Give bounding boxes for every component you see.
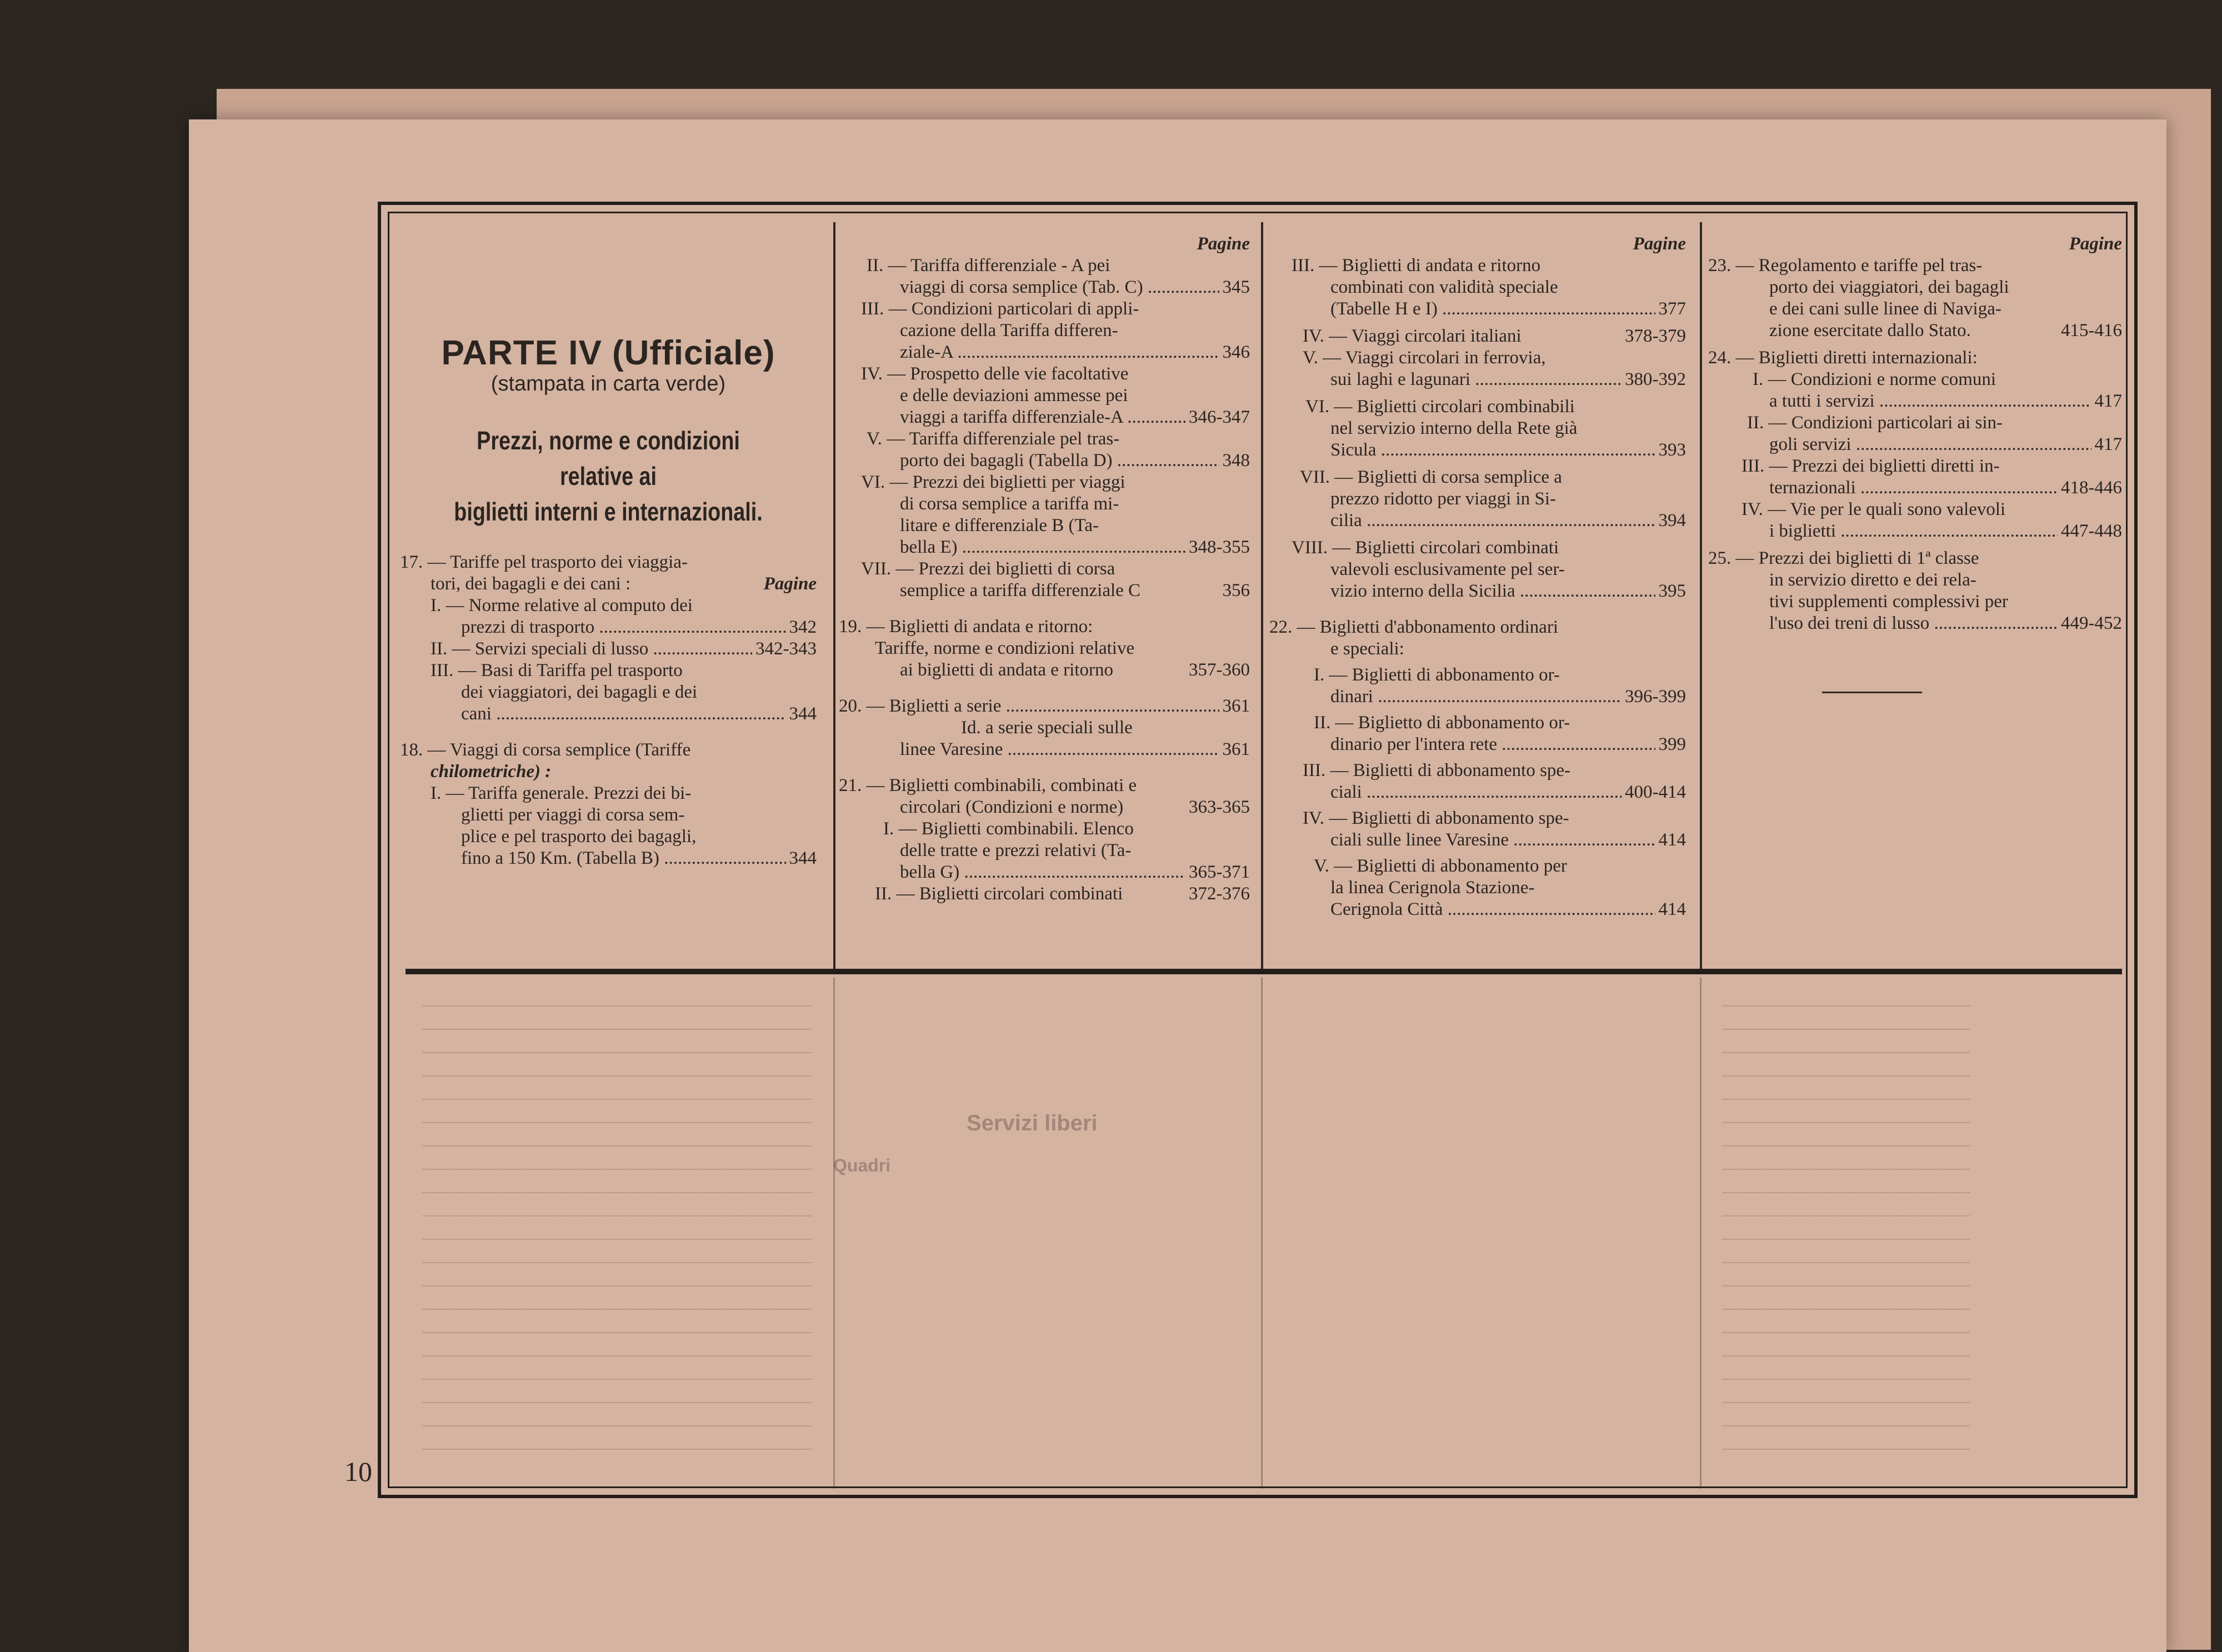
toc-entry: linee Varesine ..... 361	[839, 739, 1250, 760]
toc-subentry: porto dei bagagli (Tabella D) ..... 348	[839, 450, 1250, 472]
toc-entry: 22. — Biglietti d'abbonamento ordinari	[1269, 617, 1559, 637]
toc-subentry: III. — Condizioni particolari di appli-	[861, 299, 1139, 319]
bleed-through-block: ───────────────────────────────── ───────────────────────────────── ───────────────────────────────── ───────────────────────────────── ───────────────────────────────── ───────────────────────────────── ───────────────────────────────── ───────────────────────────────── ───────────────────────────────── ───────────────────────────────── ───────────────────────────────── ───────────────────────────────── ───────────────────────────────── ───────────────────────────────── ───────────────────────────────── ───────────────────────────────── ───────────────────────────────── ───────────────────────────────── ───────────────────────────────── ─────────────────────────────────	[422, 997, 812, 1458]
column-2	[839, 233, 1250, 905]
toc-subentry: dinari ..... 396-399	[1269, 686, 1686, 708]
toc-entry: porto dei viaggiatori, dei bagagli	[1769, 277, 2009, 297]
toc-subentry: ternazionali ..... 418-446	[1708, 477, 2122, 499]
toc-subentry: sui laghi e lagunari ..... 380-392	[1269, 369, 1686, 391]
toc-subentry: fino a 150 Km. (Tabella B) ..... 344	[400, 848, 817, 869]
toc-subentry: VII. — Prezzi dei biglietti di corsa	[861, 559, 1115, 579]
part-heading-line-1: Prezzi, norme e condizioni relative ai	[477, 426, 740, 490]
toc-entry: tivi supplementi complessivi per	[1769, 592, 2008, 612]
toc-subentry: cani ..... 344	[400, 703, 817, 725]
toc-entry: zione esercitate dallo Stato. 415-416	[1769, 321, 2122, 341]
toc-subentry: e delle deviazioni ammesse pei	[900, 386, 1128, 406]
toc-entry: ai biglietti di andata e ritorno 357-360	[900, 660, 1250, 680]
toc-subentry: cilia ..... 394	[1269, 510, 1686, 532]
toc-subentry: VI. — Biglietti circolari combinabili	[1305, 397, 1575, 417]
toc-subentry: di corsa semplice a tariffa mi-	[900, 494, 1119, 514]
toc-subentry: II. — Condizioni particolari ai sin-	[1747, 413, 2003, 433]
toc-subentry: IV. — Vie per le quali sono valevoli	[1741, 499, 2006, 519]
toc-subentry: plice e pel trasporto dei bagagli,	[461, 827, 697, 847]
toc-subentry: nel servizio interno della Rete già	[1330, 418, 1578, 438]
bleed-through-block: ───────────────────── ───────────────────── ───────────────────── ───────────────────── ───────────────────── ───────────────────── ───────────────────── ───────────────────── ───────────────────── ───────────────────── ───────────────────── ───────────────────── ───────────────────── ───────────────────── ───────────────────── ───────────────────── ───────────────────── ───────────────────── ───────────────────── ─────────────────────	[1722, 997, 1970, 1458]
toc-entry: 20. — Biglietti a serie ..... 361	[839, 695, 1250, 717]
faint-divider	[1700, 978, 1701, 1489]
toc-subentry: delle tratte e prezzi relativi (Ta-	[900, 840, 1132, 860]
faint-divider	[1261, 978, 1263, 1489]
toc-subentry: i biglietti ..... 447-448	[1708, 520, 2122, 542]
toc-subentry: a tutti i servizi ..... 417	[1708, 391, 2122, 412]
toc-subentry: ziale-A ..... 346	[839, 342, 1250, 363]
part-title: PARTE IV (Ufficiale)	[441, 334, 775, 372]
pagine-label: Pagine	[2069, 234, 2122, 254]
toc-entry: 21. — Biglietti combinabili, combinati e	[839, 775, 1137, 795]
toc-entry: 24. — Biglietti diretti internazionali:	[1708, 348, 1978, 368]
column-4	[1708, 233, 2122, 634]
pagine-label: Pagine	[1633, 234, 1686, 254]
toc-subentry: ciali ..... 400-414	[1269, 782, 1686, 803]
faint-divider	[833, 978, 835, 1489]
toc-subentry: goli servizi ..... 417	[1708, 434, 2122, 455]
toc-subentry: I. — Condizioni e norme comuni	[1753, 369, 1996, 389]
toc-subentry: dinario per l'intera rete ..... 399	[1269, 734, 1686, 755]
toc-subentry: V. — Viaggi circolari in ferrovia,	[1303, 348, 1546, 368]
toc-subentry: bella E) ..... 348-355	[839, 537, 1250, 558]
part-heading-line-2: biglietti interni e internazionali.	[454, 497, 763, 526]
toc-subentry: IV. — Viaggi circolari italiani 378-379	[1303, 326, 1686, 346]
toc-entry: 25. — Prezzi dei biglietti di 1ª classe	[1708, 548, 1979, 568]
toc-subentry: glietti per viaggi di corsa sem-	[461, 805, 685, 825]
toc-subentry: cazione della Tariffa differen-	[900, 321, 1118, 341]
toc-entry: e dei cani sulle linee di Naviga-	[1769, 299, 2001, 319]
column-divider	[1700, 222, 1702, 969]
column-3	[1269, 233, 1686, 920]
toc-subentry: V. — Tariffa differenziale pel tras-	[867, 429, 1120, 449]
bleed-through-label: Quadri	[833, 1155, 891, 1175]
toc-subentry: II. — Biglietti circolari combinati 372-376	[875, 884, 1250, 904]
toc-subentry: IV. — Biglietti di abbonamento spe-	[1303, 808, 1569, 828]
pagine-label: Pagine	[1197, 234, 1250, 254]
toc-entry: chilometriche) :	[431, 762, 552, 782]
horizontal-rule	[406, 969, 2122, 974]
toc-subentry: prezzi di trasporto ..... 342	[400, 617, 817, 638]
toc-subentry: semplice a tariffa differenziale C 356	[900, 580, 1250, 600]
toc-subentry: ciali sulle linee Varesine ..... 414	[1269, 829, 1686, 851]
column-divider	[833, 222, 835, 969]
page-number: 10	[344, 1456, 372, 1487]
toc-subentry: I. — Tariffa generale. Prezzi dei bi-	[431, 783, 692, 803]
part-subtitle: (stampata in carta verde)	[491, 372, 726, 396]
toc-subentry: I. — Norme relative al computo dei	[431, 595, 693, 615]
toc-subentry: III. — Prezzi dei biglietti diretti in-	[1741, 456, 2000, 476]
toc-subentry: III. — Biglietti di abbonamento spe-	[1303, 760, 1571, 780]
pagine-label: Pagine	[763, 574, 817, 594]
toc-subentry: la linea Cerignola Stazione-	[1330, 878, 1535, 898]
column-divider	[1261, 222, 1263, 969]
toc-subentry: viaggi a tariffa differenziale-A ..... 346-347	[839, 407, 1250, 428]
toc-subentry: (Tabelle H e I) ..... 377	[1269, 298, 1686, 320]
section-end-rule	[1822, 692, 1922, 693]
toc-entry: Id. a serie speciali sulle	[961, 718, 1133, 738]
toc-subentry: I. — Biglietti di abbonamento or-	[1314, 665, 1560, 685]
toc-subentry: Cerignola Città ..... 414	[1269, 899, 1686, 920]
toc-subentry: II. — Servizi speciali di lusso ..... 342-343	[400, 638, 817, 660]
toc-subentry: I. — Biglietti combinabili. Elenco	[883, 819, 1134, 839]
toc-subentry: Sicula ..... 393	[1269, 439, 1686, 461]
toc-subentry: III. — Basi di Tariffa pel trasporto	[431, 660, 683, 680]
toc-subentry: II. — Biglietto di abbonamento or-	[1314, 713, 1570, 733]
toc-subentry: VI. — Prezzi dei biglietti per viaggi	[861, 472, 1125, 492]
toc-entry: 19. — Biglietti di andata e ritorno:	[839, 617, 1093, 637]
toc-subentry: valevoli esclusivamente pel ser-	[1330, 559, 1565, 579]
toc-subentry: litare e differenziale B (Ta-	[900, 515, 1099, 535]
toc-subentry: VIII. — Biglietti circolari combinati	[1292, 538, 1559, 558]
toc-entry: l'uso dei treni di lusso ..... 449-452	[1708, 613, 2122, 634]
toc-subentry: combinati con validità speciale	[1330, 277, 1558, 297]
toc-subentry: III. — Biglietti di andata e ritorno	[1292, 256, 1541, 276]
toc-subentry: IV. — Prospetto delle vie facoltative	[861, 364, 1129, 384]
toc-subentry: vizio interno della Sicilia ..... 395	[1269, 580, 1686, 602]
toc-entry: tori, dei bagagli e dei cani : Pagine	[431, 574, 817, 594]
toc-subentry: V. — Biglietti di abbonamento per	[1314, 856, 1567, 876]
toc-subentry: VII. — Biglietti di corsa semplice a	[1300, 467, 1562, 487]
bleed-through-heading: Servizi liberi	[967, 1111, 1098, 1135]
toc-entry: circolari (Condizioni e norme) 363-365	[900, 797, 1250, 817]
column-1	[400, 333, 817, 869]
toc-subentry: prezzo ridotto per viaggi in Si-	[1330, 489, 1556, 509]
toc-entry: 23. — Regolamento e tariffe pel tras-	[1708, 256, 1983, 276]
toc-subentry: viaggi di corsa semplice (Tab. C) ..... 345	[839, 277, 1250, 298]
toc-subentry: bella G) ..... 365-371	[839, 862, 1250, 883]
toc-entry: in servizio diretto e dei rela-	[1769, 570, 1976, 590]
toc-entry: e speciali:	[1330, 639, 1404, 659]
toc-entry: 17. — Tariffe pel trasporto dei viaggia-	[400, 552, 688, 572]
toc-entry: Tariffe, norme e condizioni relative	[875, 638, 1135, 658]
toc-subentry: dei viaggiatori, dei bagagli e dei	[461, 682, 698, 702]
toc-subentry: II. — Tariffa differenziale - A pei	[867, 256, 1110, 276]
toc-entry: 18. — Viaggi di corsa semplice (Tariffe	[400, 740, 691, 760]
